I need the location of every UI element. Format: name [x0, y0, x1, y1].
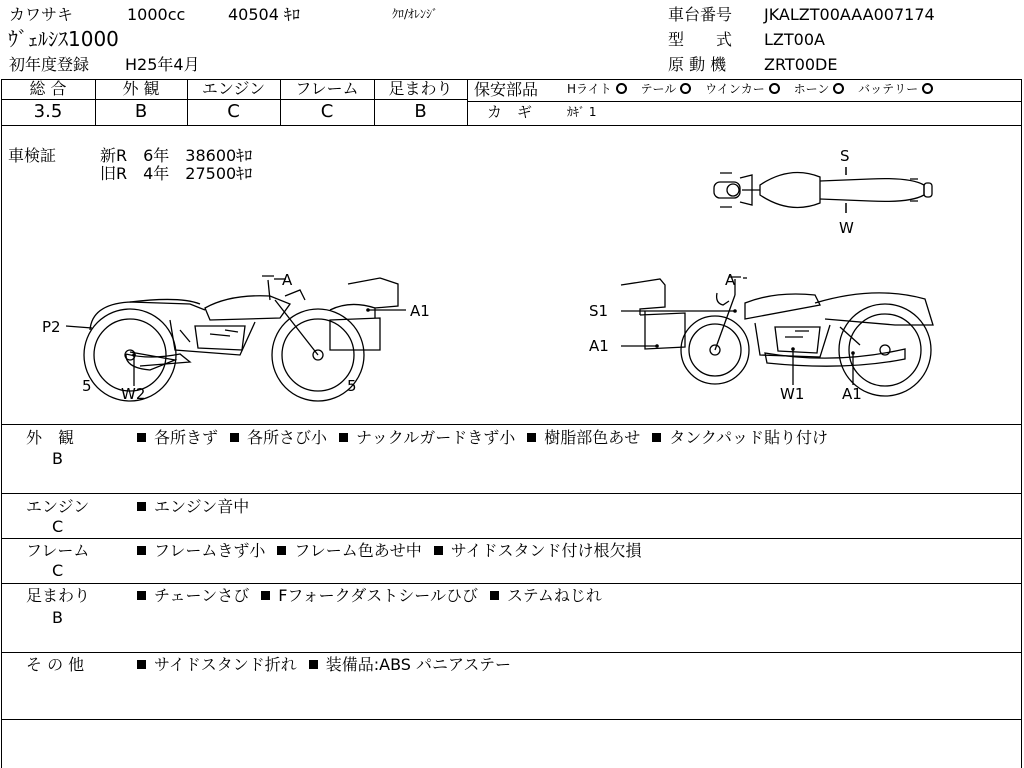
detail-category-suspension: 足まわり	[26, 586, 91, 605]
detail-item: サイドスタンド付け根欠損	[450, 541, 642, 560]
maker: カワサキ	[9, 5, 74, 24]
bullet-icon	[309, 660, 318, 669]
detail-items-suspension	[137, 588, 602, 604]
score-header-engine: エンジン	[201, 79, 266, 98]
score-header-exterior: 外 観	[122, 79, 160, 98]
circle-icon	[769, 83, 780, 94]
diagram-label-w2: W2	[121, 385, 146, 403]
inspection-old: 旧R 4年 27500ｷﾛ	[100, 164, 253, 183]
displacement: 1000cc	[127, 5, 186, 24]
motorcycle-left-view	[30, 260, 450, 410]
motorcycle-top-view	[700, 145, 950, 240]
motorcycle-right-view	[585, 265, 945, 410]
diagram-label-5-front: 5	[82, 377, 92, 395]
first-registration-label: 初年度登録	[9, 55, 90, 74]
first-registration-value: H25年4月	[125, 55, 200, 74]
detail-grade-suspension: B	[52, 608, 63, 627]
circle-icon	[616, 83, 627, 94]
bullet-icon	[137, 502, 146, 511]
diagram-label-a-left: A	[282, 271, 293, 289]
inspection-new: 新R 6年 38600ｷﾛ	[100, 146, 253, 165]
bullet-icon	[137, 591, 146, 600]
bullet-icon	[434, 546, 443, 555]
diagram-label-a-right: A	[725, 271, 736, 289]
detail-item: ステムねじれ	[506, 586, 602, 605]
frame-number: JKALZT00AAA007174	[764, 5, 935, 24]
diagram-label-a1-left: A1	[410, 302, 430, 320]
details-divider	[1, 538, 1022, 539]
score-value-overall: 3.5	[33, 101, 63, 122]
detail-category-engine: エンジン	[26, 497, 90, 516]
engine-value: ZRT00DE	[764, 55, 838, 74]
detail-item: タンクパッド貼り付け	[669, 428, 828, 447]
bullet-icon	[527, 433, 536, 442]
score-header-divider	[1, 99, 467, 100]
score-table-bottom-border	[1, 125, 1022, 126]
bullet-icon	[261, 591, 270, 600]
diagram-label-a1-right: A1	[842, 385, 862, 403]
color: ｸﾛ/ｵﾚﾝｼﾞ	[392, 7, 439, 21]
bullet-icon	[137, 546, 146, 555]
detail-grade-frame: C	[52, 561, 64, 580]
detail-item: サイドスタンド折れ	[154, 655, 297, 674]
detail-grade-exterior: B	[52, 449, 63, 468]
detail-item: 装備品:ABS パニアステー	[325, 655, 512, 674]
type-label: 型 式	[668, 30, 733, 49]
details-bottom-border	[1, 719, 1022, 720]
headlight-label: Hライト	[567, 82, 612, 96]
diagram-label-s: S	[840, 147, 850, 165]
bullet-icon	[652, 433, 661, 442]
type-value: LZT00A	[764, 30, 825, 49]
winker-label: ウインカー	[705, 82, 765, 96]
detail-items-frame	[137, 543, 641, 559]
details-top-border	[1, 424, 1022, 425]
detail-item: フレーム色あせ中	[294, 541, 422, 560]
detail-category-other: そ の 他	[26, 655, 85, 674]
key-value: ｶｷﾞ 1	[567, 105, 597, 119]
score-header-overall: 総 合	[29, 79, 67, 98]
detail-items-engine	[137, 499, 249, 515]
bullet-icon	[230, 433, 239, 442]
detail-item: 各所きず	[154, 428, 219, 447]
score-value-frame: C	[320, 101, 334, 122]
safety-divider	[467, 101, 1022, 102]
score-header-frame: フレーム	[295, 79, 359, 98]
detail-item: 各所さび小	[247, 428, 328, 447]
detail-items-exterior	[137, 430, 828, 446]
score-value-exterior: B	[134, 101, 148, 122]
detail-item: エンジン音中	[154, 497, 250, 516]
details-divider	[1, 583, 1022, 584]
circle-icon	[680, 83, 691, 94]
diagram-label-5-rear: 5	[347, 377, 357, 395]
score-col-divider	[467, 79, 468, 125]
detail-category-frame: フレーム	[26, 541, 90, 560]
bullet-icon	[137, 433, 146, 442]
details-divider	[1, 652, 1022, 653]
diagram-label-w: W	[839, 219, 854, 237]
score-header-suspension: 足まわり	[388, 79, 453, 98]
bullet-icon	[137, 660, 146, 669]
taillight-label: テール	[640, 82, 677, 96]
bullet-icon	[277, 546, 286, 555]
safety-parts-label: 保安部品	[474, 80, 539, 99]
bullet-icon	[339, 433, 348, 442]
circle-icon	[833, 83, 844, 94]
inspection-label: 車検証	[8, 146, 57, 165]
engine-label: 原 動 機	[668, 55, 727, 74]
diagram-label-p2: P2	[42, 318, 61, 336]
detail-item: チェーンさび	[154, 586, 250, 605]
key-label: カ ギ	[487, 103, 533, 121]
model-name: ｳﾞｪﾙｼｽ1000	[8, 27, 119, 51]
detail-category-exterior: 外 観	[26, 428, 75, 447]
detail-items-other	[137, 657, 511, 673]
detail-item: ナックルガードきず小	[356, 428, 516, 447]
battery-label: バッテリー	[858, 82, 919, 96]
diagram-label-a1-panier: A1	[589, 337, 609, 355]
detail-item: Fフォークダストシールひび	[278, 586, 478, 605]
safety-parts-list	[567, 83, 943, 96]
diagram-label-w1: W1	[780, 385, 805, 403]
detail-item: フレームきず小	[154, 541, 266, 560]
frame-number-label: 車台番号	[668, 5, 733, 24]
score-value-suspension: B	[414, 101, 427, 122]
diagram-label-s1: S1	[589, 302, 609, 320]
horn-label: ホーン	[793, 82, 830, 96]
detail-grade-engine: C	[52, 517, 64, 536]
details-divider	[1, 493, 1022, 494]
bullet-icon	[490, 591, 499, 600]
mileage: 40504 ｷﾛ	[228, 5, 300, 24]
score-value-engine: C	[227, 101, 240, 122]
detail-item: 樹脂部色あせ	[544, 428, 641, 447]
circle-icon	[922, 83, 933, 94]
